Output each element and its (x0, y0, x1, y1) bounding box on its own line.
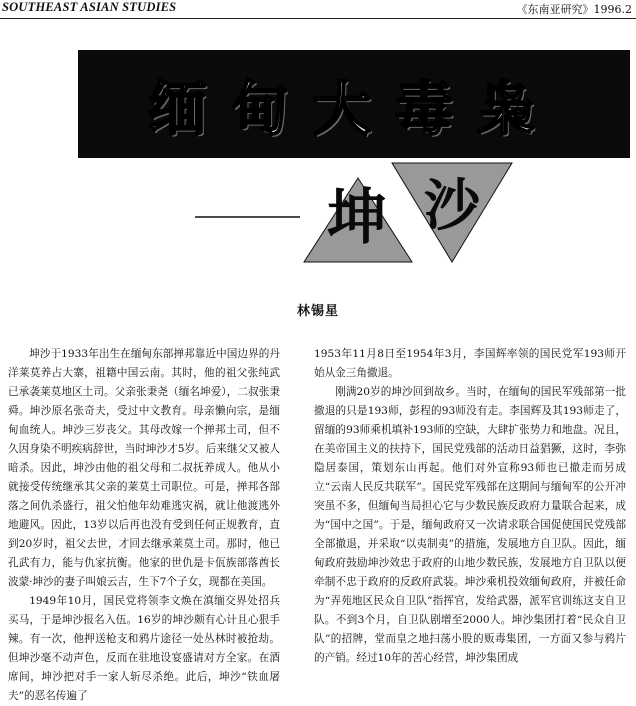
article-title: 缅甸大毒枭 (148, 75, 559, 143)
author-name: 林锡星 (296, 304, 339, 319)
subtitle-char-2: 沙 (424, 173, 480, 239)
left-column (8, 345, 280, 706)
subtitle-char-1: 坤 (327, 183, 387, 253)
paragraph: 刚满20岁的坤沙回到故乡。当时，在缅甸的国民军残部第一批撤退的只是193师，彭程的93师没有走。李国辉及其193师走了，留缅的93师乘机填补193师的空缺，大肆扩张势力和地盘。况且，在美帝国主义的扶持下，国民党残部的活动日益猖獗，这时，李弥隐居泰国，策划东山再起。他们对外宣称93师也已撤走而另成立“云南人民反共联军”。国民党军残部在这期间与缅甸军的公开冲突虽不多，但缅甸当局担心它与少数民族反政府力量联合起来，成为“国中之国”。于是，缅甸政府又一次请求联合国促使国民党残部全部撤退，并采取“以夷制夷”的措施，发展地方自卫队。因此，缅甸政府鼓励坤沙效忠于政府的山地少数民族，发展地方自卫队以便牵制不忠于政府的反政府武装。坤沙乘机投效缅甸政府，并被任命为“弄苑地区民众自卫队”指挥官，发给武器，派军官训练这支自卫队。不到3个月，自卫队剧增至2000人。坤沙集团打着“民众自卫队”的招牌，堂而皇之地扫荡小股的贩毒集团，一方面又参与鸦片的产销。经过10年的苦心经营，坤沙集团成 (314, 386, 626, 664)
paragraph: 坤沙于1933年出生在缅甸东部掸邦靠近中国边界的丹洋莱莫养占大寨，祖籍中国云南。其时，他的祖父张纯武已承袭莱莫地区土司。父亲张秉尧（缅名坤爱），二叔张秉舜。坤沙原名张奇夫，受过中文教育。母亲懒向宗，是缅甸血统人。坤沙三岁丧父。其母改嫁一个掸邦土司，但不久因身染不明疾病辞世，当时坤沙才5岁。后来继父又被人暗杀。因此，坤沙由他的祖父母和二叔抚养成人。他从小就接受传统继承其父亲的莱莫土司职位。可是，掸邦各部落之间仇杀盛行，祖父怕他年幼难逃灾祸，就让他渡逃外地避风。因此，13岁以后再也没有受到任何正规教育，直到20岁时，祖父去世，才回去继承莱莫土司。那时，他已孔武有力，能与仇家抗衡。他家的世仇是卡佤族部落酋长波蒙·坤沙的妻子叫娘云吉，生下7个子女，现都在美国。 (8, 348, 280, 588)
paragraph: 1953年11月8日至1954年3月，李国辉率领的国民党军193师开始从金三角撤退。 (314, 348, 626, 379)
subtitle-graphic (0, 0, 636, 290)
paragraph: 1949年10月，国民党将领李文焕在滇缅交界处招兵买马，于是坤沙报名入伍。16岁的坤沙颇有心计且心狠手辣。有一次，他押送枪支和鸦片途径一处丛林时被抢劫。但坤沙毫不动声色，反而在驻地设宴盛请对方全家。在酒席间，坤沙把对手一家人斩尽杀绝。此后，坤沙“铁血屠夫”的恶名传遍了 (8, 595, 280, 702)
right-column (314, 345, 626, 668)
journal-issue-cn: 《东南亚研究》1996.2 (516, 3, 632, 16)
journal-title-en: SOUTHEAST ASIAN STUDIES (2, 0, 177, 14)
